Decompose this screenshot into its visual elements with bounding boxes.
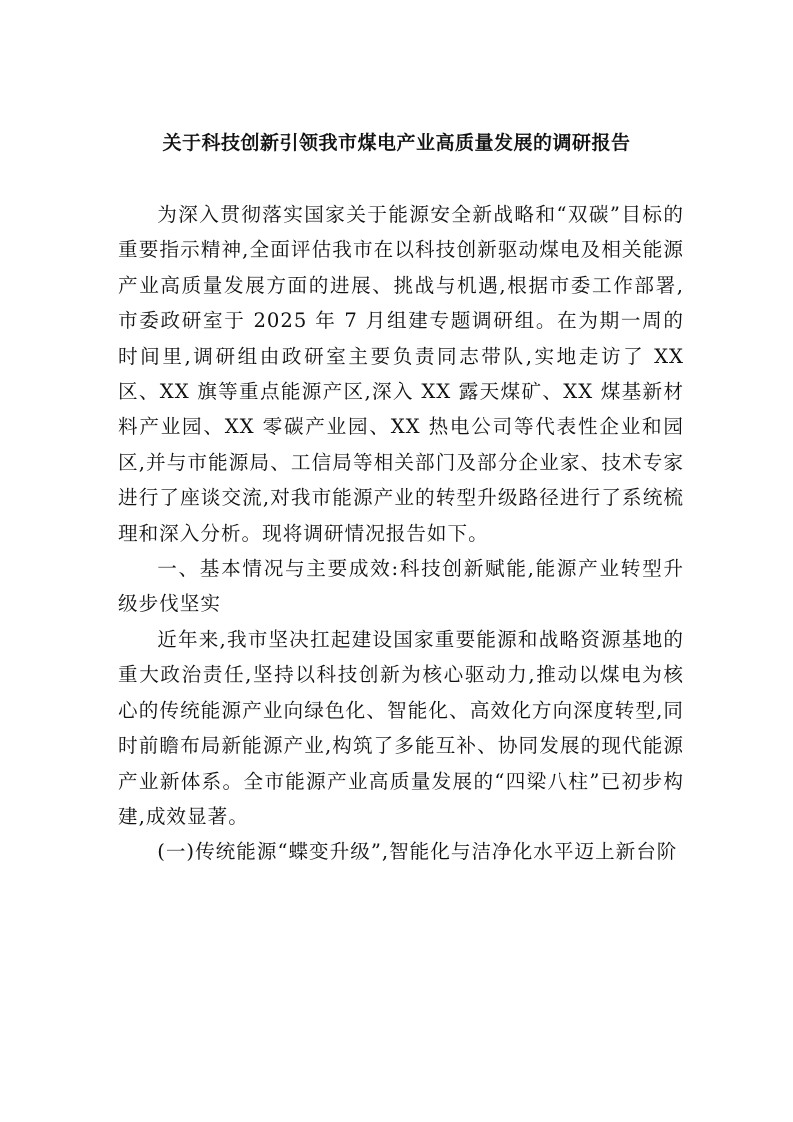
document-title: 关于科技创新引领我市煤电产业高质量发展的调研报告 bbox=[162, 132, 631, 154]
subsection-heading-1: (一)传统能源“蝶变升级”,智能化与洁净化水平迈上新台阶 bbox=[157, 840, 678, 864]
document-body bbox=[118, 197, 684, 870]
intro-paragraph: 为深入贯彻落实国家关于能源安全新战略和“双碳”目标的重要指示精神,全面评估我市在以科技创新驱动煤电及相关能源产业高质量发展方面的进展、挑战与机遇,根据市委工作部署,市委政研室于 2025 年 7 月组建专题调研组。在为期一周的时间里,调研组由政研室主要负责同志带队,实地走访了 XX 区、XX 旗等重点能源产区,深入 XX 露天煤矿、XX 煤基新材料产业园、XX 零碳产业园、XX 热电公司等代表性企业和园区,并与市能源局、工信局等相关部门及部分企业家、技术专家进行了座谈交流,对我市能源产业的转型升级路径进行了系统梳理和深入分析。现将调研情况报告如下。 bbox=[118, 203, 684, 545]
section-1-paragraph: 近年来,我市坚决扛起建设国家重要能源和战略资源基地的重大政治责任,坚持以科技创新为核心驱动力,推动以煤电为核心的传统能源产业向绿色化、智能化、高效化方向深度转型,同时前瞻布局新能源产业,构筑了多能互补、协同发展的现代能源产业新体系。全市能源产业高质量发展的“四梁八柱”已初步构建,成效显著。 bbox=[118, 627, 684, 828]
section-heading-1: 一、基本情况与主要成效:科技创新赋能,能源产业转型升级步伐坚实 bbox=[118, 557, 684, 616]
